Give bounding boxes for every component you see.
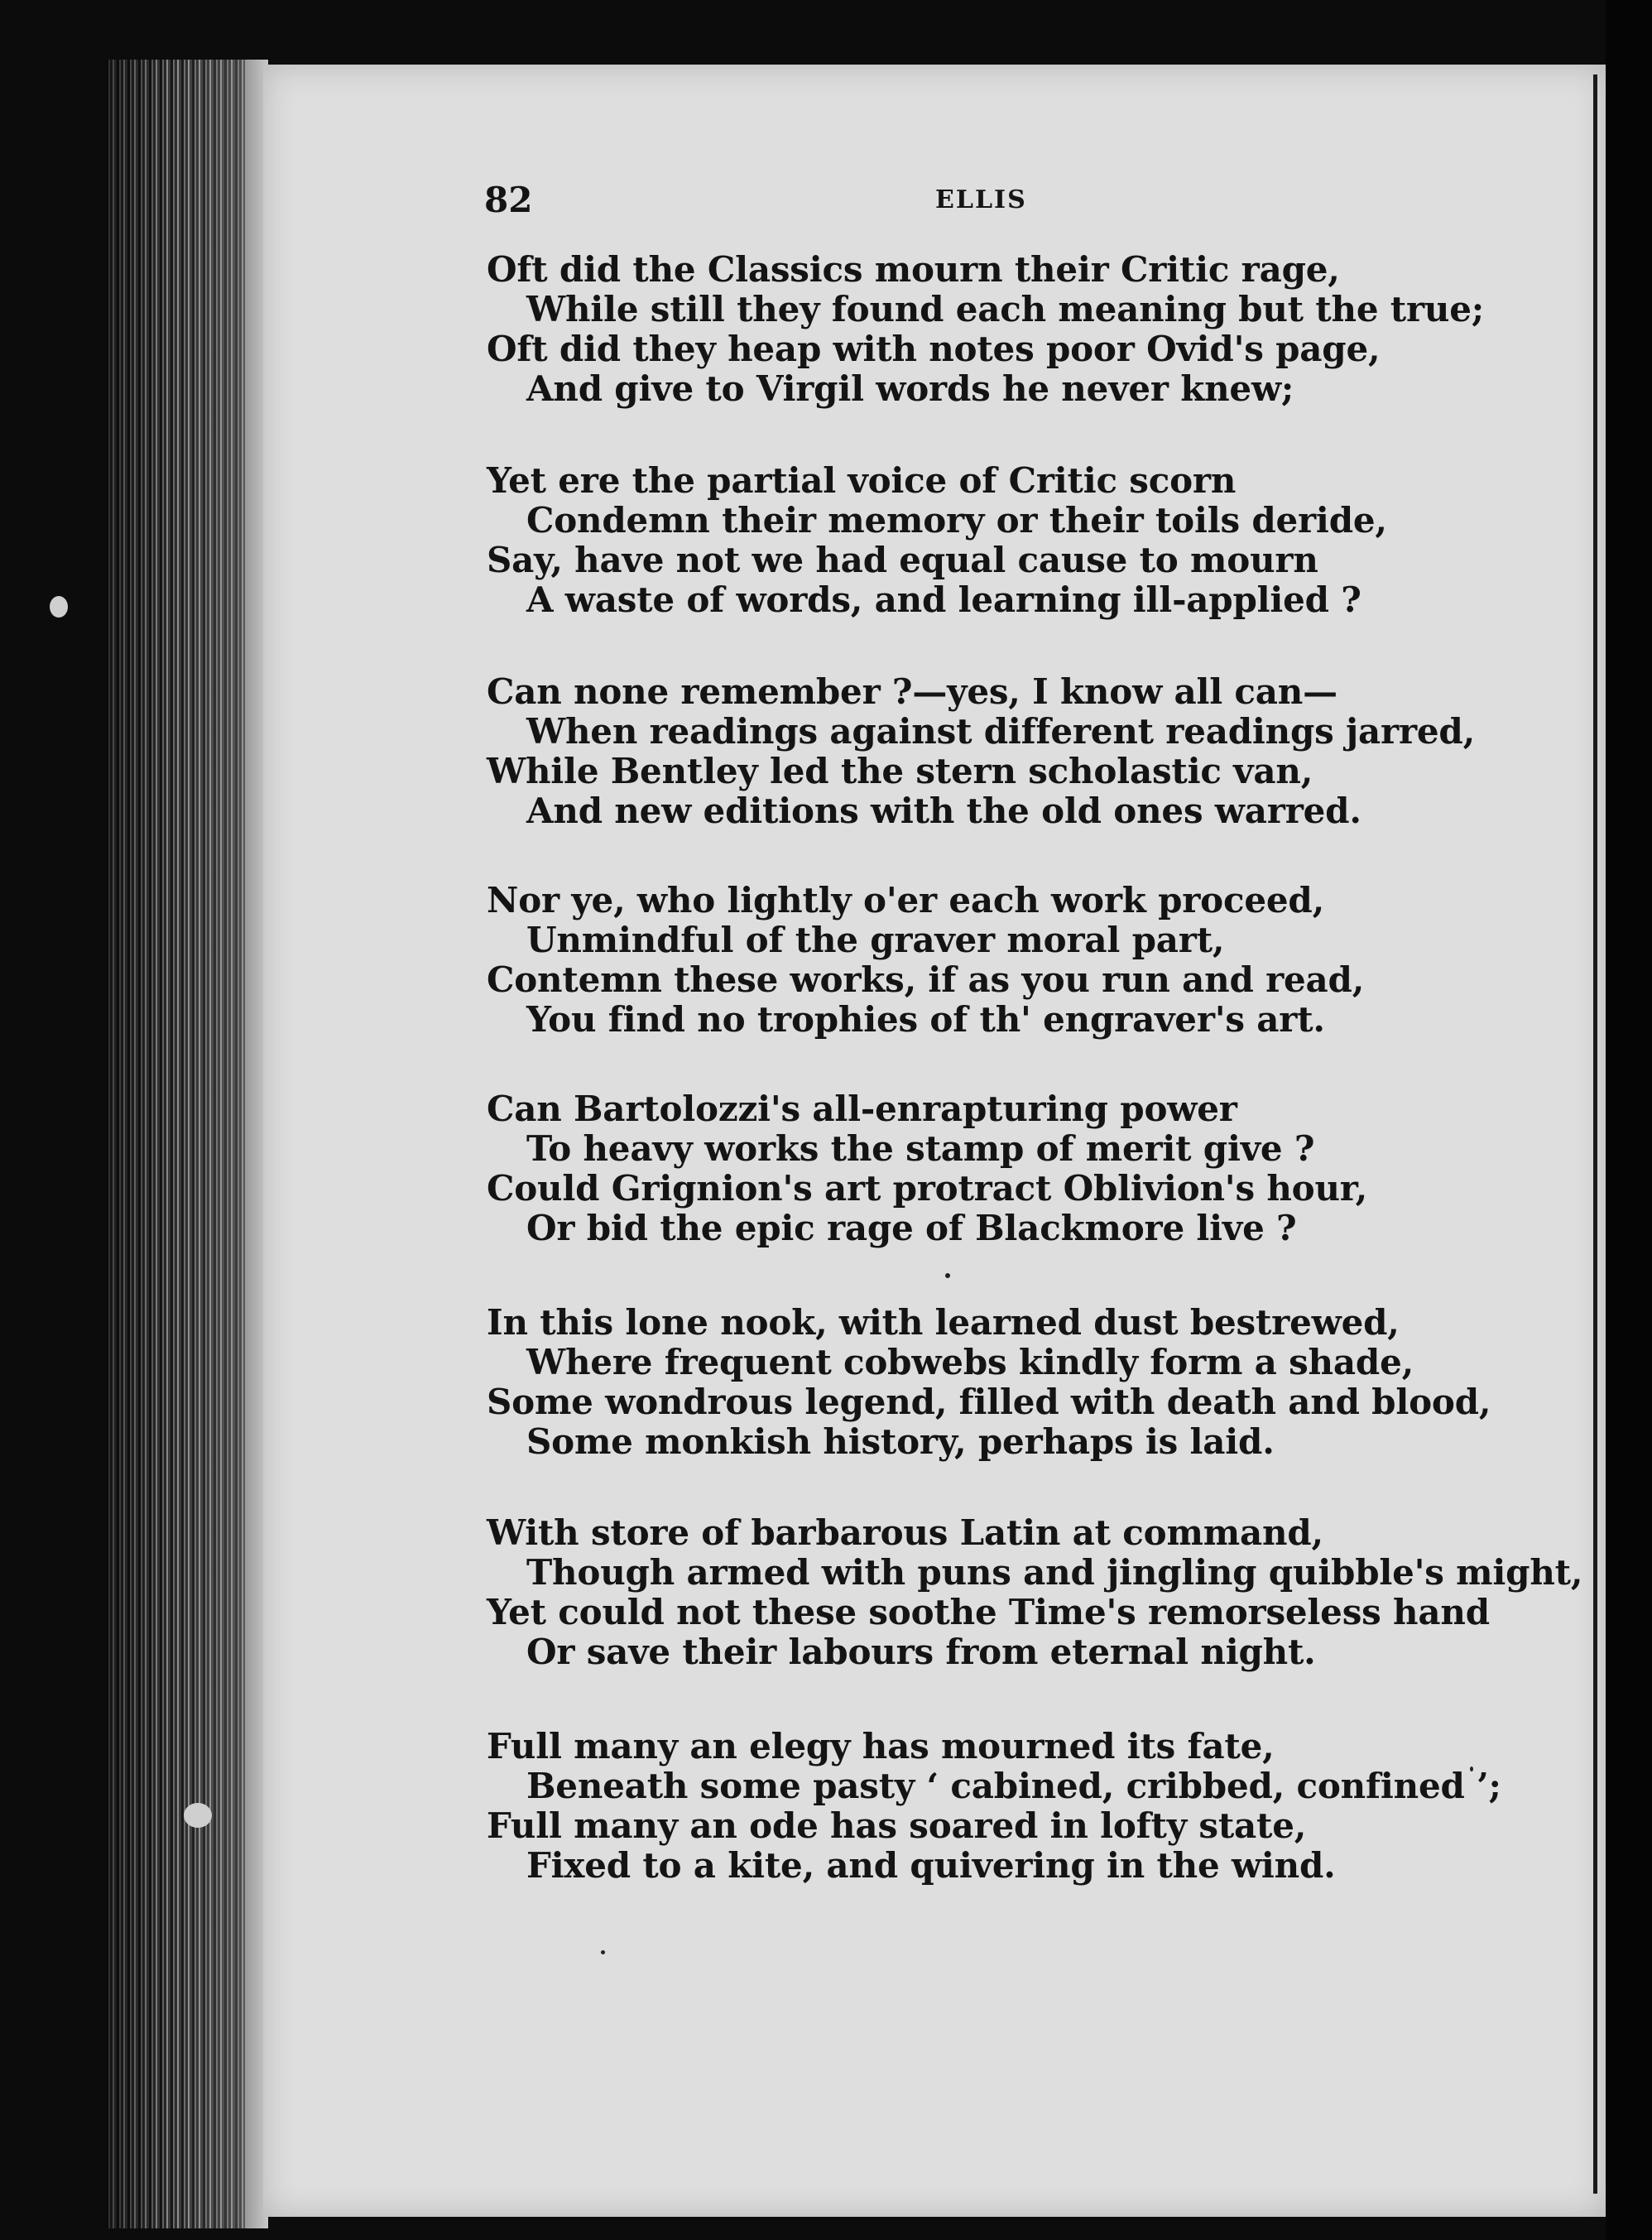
scan-speck (50, 596, 68, 618)
poem-line: Could Grignion's art protract Oblivion's hour, (487, 1168, 1368, 1209)
poem-line: Unmindful of the graver moral part, (526, 920, 1225, 960)
poem-line: Full many an elegy has mourned its fate, (487, 1726, 1275, 1767)
poem-line: Or bid the epic rage of Blackmore live ? (526, 1208, 1297, 1248)
poem-line: Or save their labours from eternal night. (526, 1632, 1316, 1672)
poem-line: Where frequent cobwebs kindly form a shade, (526, 1342, 1414, 1382)
poem-line: Can none remember ?—yes, I know all can— (487, 671, 1337, 712)
poem-line: Yet could not these soothe Time's remorseless hand (487, 1592, 1490, 1632)
page-edge-line (1593, 75, 1597, 2194)
poem-line: Beneath some pasty ‘ cabined, cribbed, confined ’; (526, 1766, 1501, 1806)
scan-speck (184, 1803, 212, 1828)
poem-line: Though armed with puns and jingling quibble's might, (526, 1552, 1583, 1593)
poem-line: To heavy works the stamp of merit give ? (526, 1128, 1315, 1169)
page-header (484, 175, 1461, 225)
poem-line: Full many an ode has soared in lofty state, (487, 1805, 1307, 1846)
poem-line: Condemn their memory or their toils deride, (526, 500, 1387, 541)
poem-line: Oft did the Classics mourn their Critic rage, (487, 249, 1340, 290)
poem-line: And give to Virgil words he never knew; (526, 368, 1294, 409)
poem-line: You find no trophies of th' engraver's art. (526, 999, 1325, 1040)
stanza (487, 250, 1587, 409)
stanza (487, 1303, 1587, 1462)
scan-speck (601, 1950, 605, 1954)
poem-line: Can Bartolozzi's all-enrapturing power (487, 1089, 1237, 1129)
stanza (487, 1089, 1587, 1248)
stanza (487, 672, 1587, 831)
poem-line: While Bentley led the stern scholastic van, (487, 751, 1313, 791)
book-page-edges (106, 60, 257, 2228)
scan-speck (945, 1273, 950, 1278)
poem-line: In this lone nook, with learned dust bestrewed, (487, 1302, 1400, 1343)
poem-line: And new editions with the old ones warred. (526, 791, 1361, 831)
running-head: ELLIS (935, 185, 1027, 214)
page-number: 82 (484, 180, 533, 220)
stanza (487, 461, 1587, 620)
poem-line: A waste of words, and learning ill-applied ? (526, 579, 1361, 620)
poem-line: Fixed to a kite, and quivering in the wind. (526, 1845, 1336, 1886)
poem-line: Contemn these works, if as you run and read, (487, 959, 1365, 1000)
poem-line: Some monkish history, perhaps is laid. (526, 1421, 1275, 1462)
poem-line: While still they found each meaning but the true; (526, 289, 1485, 329)
stanza (487, 1727, 1587, 1886)
stanza (487, 881, 1587, 1040)
scan-border-right (1606, 0, 1652, 2240)
poem-line: With store of barbarous Latin at command, (487, 1512, 1323, 1553)
poem-line: Say, have not we had equal cause to mourn (487, 540, 1318, 580)
stanza (487, 1513, 1587, 1672)
poem-line: Nor ye, who lightly o'er each work proceed, (487, 880, 1324, 921)
poem-line: Some wondrous legend, filled with death and blood, (487, 1382, 1491, 1422)
poem-line: When readings against different readings jarred, (526, 711, 1476, 752)
poem-line: Oft did they heap with notes poor Ovid's page, (487, 329, 1381, 369)
poem-line: Yet ere the partial voice of Critic scorn (487, 460, 1237, 501)
